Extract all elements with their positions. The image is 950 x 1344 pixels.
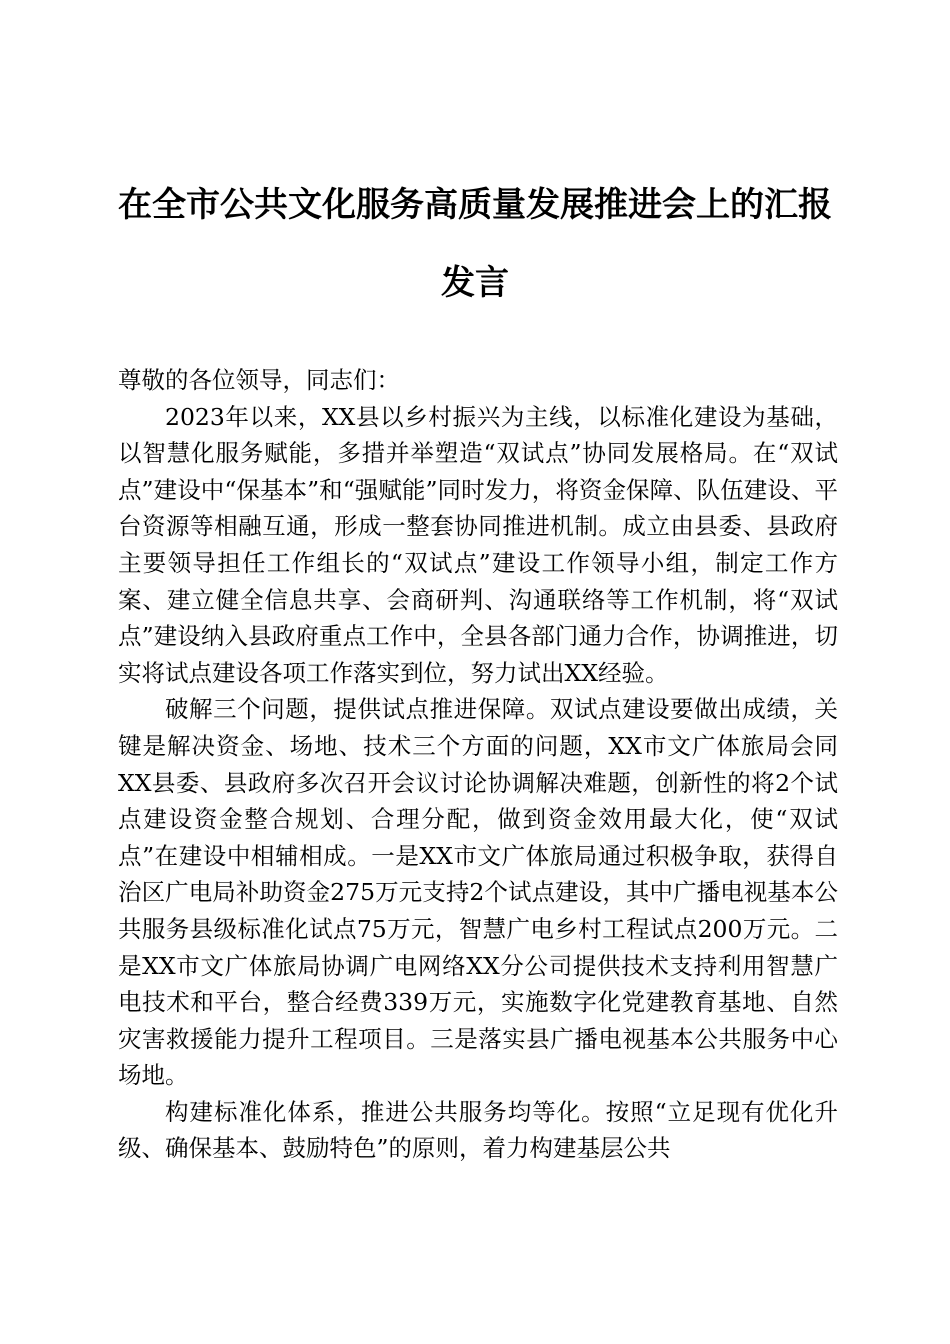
salutation: 尊敬的各位领导，同志们： bbox=[118, 366, 400, 394]
paragraph-three-problems: 破解三个问题，提供试点推进保障。双试点建设要做出成绩，关键是解决资金、场地、技术三个方面的问题，XX市文广体旅局会同XX县委、县政府多次召开会议讨论协调解决难题，创新性的将2个试点建设资金整合规划、合理分配，做到资金效用最大化，使“双试点”在建设中相辅相成。一是XX市文广体旅局通过积极争取，获得自治区广电局补助资金275万元支持2个试点建设，其中广播电视基本公共服务县级标准化试点75万元，智慧广电乡村工程试点200万元。二是XX市文广体旅局协调广电网络XX分公司提供技术支持利用智慧广电技术和平台，整合经费339万元，实施数字化党建教育基地、自然灾害救援能力提升工程项目。三是落实县广播电视基本公共服务中心场地。 bbox=[118, 695, 838, 1090]
paragraph-intro: 2023年以来，XX县以乡村振兴为主线，以标准化建设为基础，以智慧化服务赋能，多措并举塑造“双试点”协同发展格局。在“双试点”建设中“保基本”和“强赋能”同时发力，将资金保障、队伍建设、平台资源等相融互通，形成一整套协同推进机制。成立由县委、县政府主要领导担任工作组长的“双试点”建设工作领导小组，制定工作方案、建立健全信息共享、会商研判、沟通联络等工作机制，将“双试点”建设纳入县政府重点工作中，全县各部门通力合作，协调推进，切实将试点建设各项工作落实到位，努力试出XX经验。 bbox=[118, 402, 838, 687]
paragraph-standardization: 构建标准化体系，推进公共服务均等化。按照“立足现有优化升级、确保基本、鼓励特色”的原则，着力构建基层公共 bbox=[118, 1097, 838, 1163]
document-title: 在全市公共文化服务高质量发展推进会上的汇报发言 bbox=[118, 185, 832, 303]
document-body bbox=[118, 362, 838, 1167]
